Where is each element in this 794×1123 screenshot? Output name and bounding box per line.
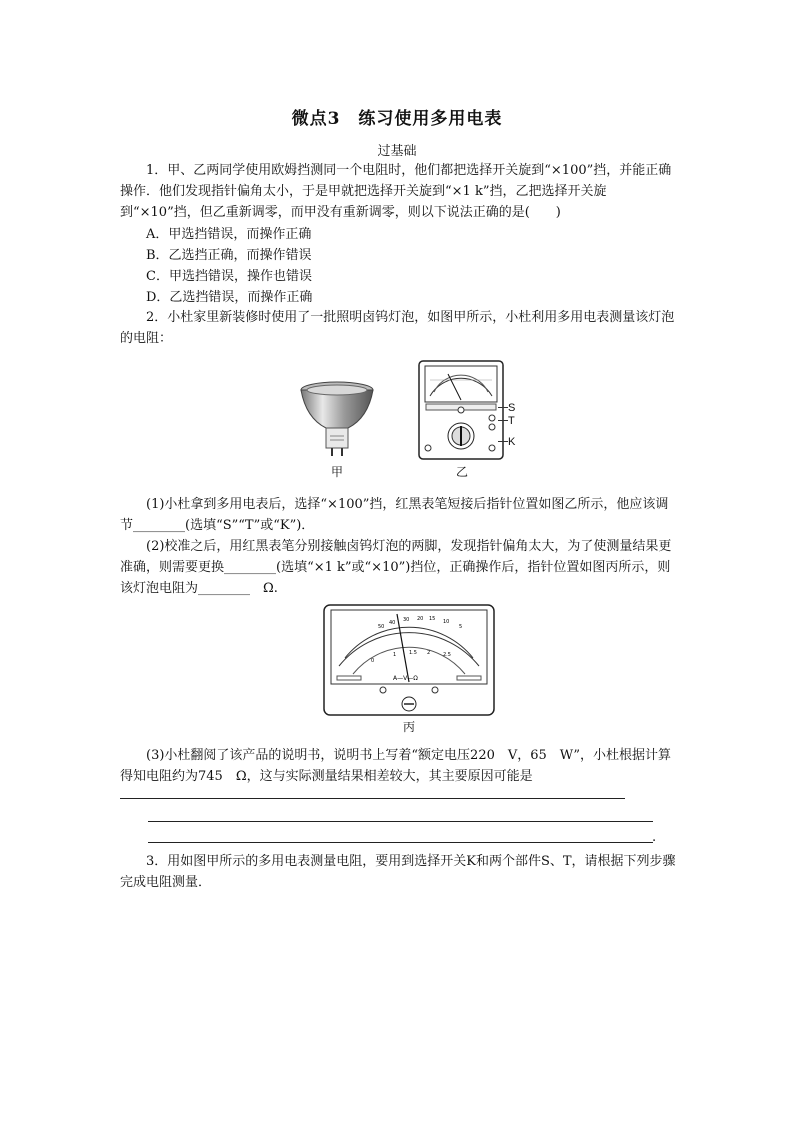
dial-mid-1: 1: [393, 652, 397, 658]
answer-line-3[interactable]: [148, 841, 653, 843]
halogen-bulb-figure: [296, 380, 378, 460]
page-title: 微点3 练习使用多用电表: [291, 109, 503, 129]
question-2-sub-1: (1)小杜拿到多用电表后，选择“×100”挡，红黑表笔短接后指针位置如图乙所示，他应该调节________(选填“S”“T”或“K”)．: [120, 497, 669, 533]
dial-tick-20: 20: [417, 616, 424, 622]
figure-yi-caption: 乙: [455, 465, 468, 479]
question-1-option-b[interactable]: B．乙选挡正确，而操作错误: [146, 248, 312, 263]
figure-bing-caption: 丙: [402, 720, 415, 734]
question-2-stem: 2．小杜家里新装修时使用了一批照明卤钨灯泡，如图甲所示，小杜利用多用电表测量该灯泡的电阻：: [120, 310, 675, 346]
question-2-sub-2: (2)校准之后，用红黑表笔分别接触卤钨灯泡的两脚，发现指针偏角太大，为了使测量结果更准确，则需要更换________(选填“×1 k”或“×10”)挡位，正确操作后，指针位置如图丙所示，则该灯泡电阻为________ Ω.: [120, 539, 672, 596]
meter-label-s: S: [508, 402, 516, 414]
question-3-stem: 3．用如图甲所示的多用电表测量电阻，要用到选择开关K和两个部件S、T，请根据下列步骤完成电阻测量．: [120, 854, 676, 890]
dial-tick-10: 10: [443, 619, 450, 625]
dial-tick-50: 50: [378, 624, 385, 630]
dial-bottom-text: A—V—Ω: [393, 675, 418, 682]
dial-mid-2-5: 2.5: [443, 652, 451, 658]
dial-mid-2: 2: [427, 650, 431, 656]
question-1-option-d[interactable]: D．乙选挡错误，而操作正确: [146, 290, 313, 305]
question-1-option-a[interactable]: A．甲选挡错误，而操作正确: [146, 227, 312, 242]
section-heading: 过基础: [377, 144, 417, 159]
dial-tick-15: 15: [429, 616, 436, 622]
question-1-option-c[interactable]: C．甲选挡错误，操作也错误: [146, 269, 312, 284]
dial-tick-40: 40: [389, 620, 396, 626]
meter-label-t: T: [508, 415, 515, 427]
answer-line-1[interactable]: [120, 797, 625, 799]
dial-mid-0: 0: [371, 658, 375, 664]
dial-tick-30: 30: [403, 617, 410, 623]
question-2-sub-3: (3)小杜翻阅了该产品的说明书，说明书上写着“额定电压220 V，65 W”，小杜根据计算得知电阻约为745 Ω，这与实际测量结果相差较大，其主要原因可能是: [120, 748, 672, 784]
meter-label-k: K: [508, 436, 516, 448]
multimeter-figure: [418, 360, 504, 460]
dial-mid-1-5: 1.5: [409, 650, 417, 656]
answer-line-2[interactable]: [148, 820, 653, 822]
meter-dial-figure: [323, 604, 495, 716]
figure-jia-caption: 甲: [330, 465, 343, 479]
dial-tick-5: 5: [459, 624, 463, 630]
question-1-stem: 1．甲、乙两同学使用欧姆挡测同一个电阻时，他们都把选择开关旋到“×100”挡，并能正确操作．他们发现指针偏角太小，于是甲就把选择开关旋到“×1 k”挡，乙把选择开关旋到“×10”挡，但乙重新调零，而甲没有重新调零，则以下说法正确的是( ): [120, 163, 672, 220]
